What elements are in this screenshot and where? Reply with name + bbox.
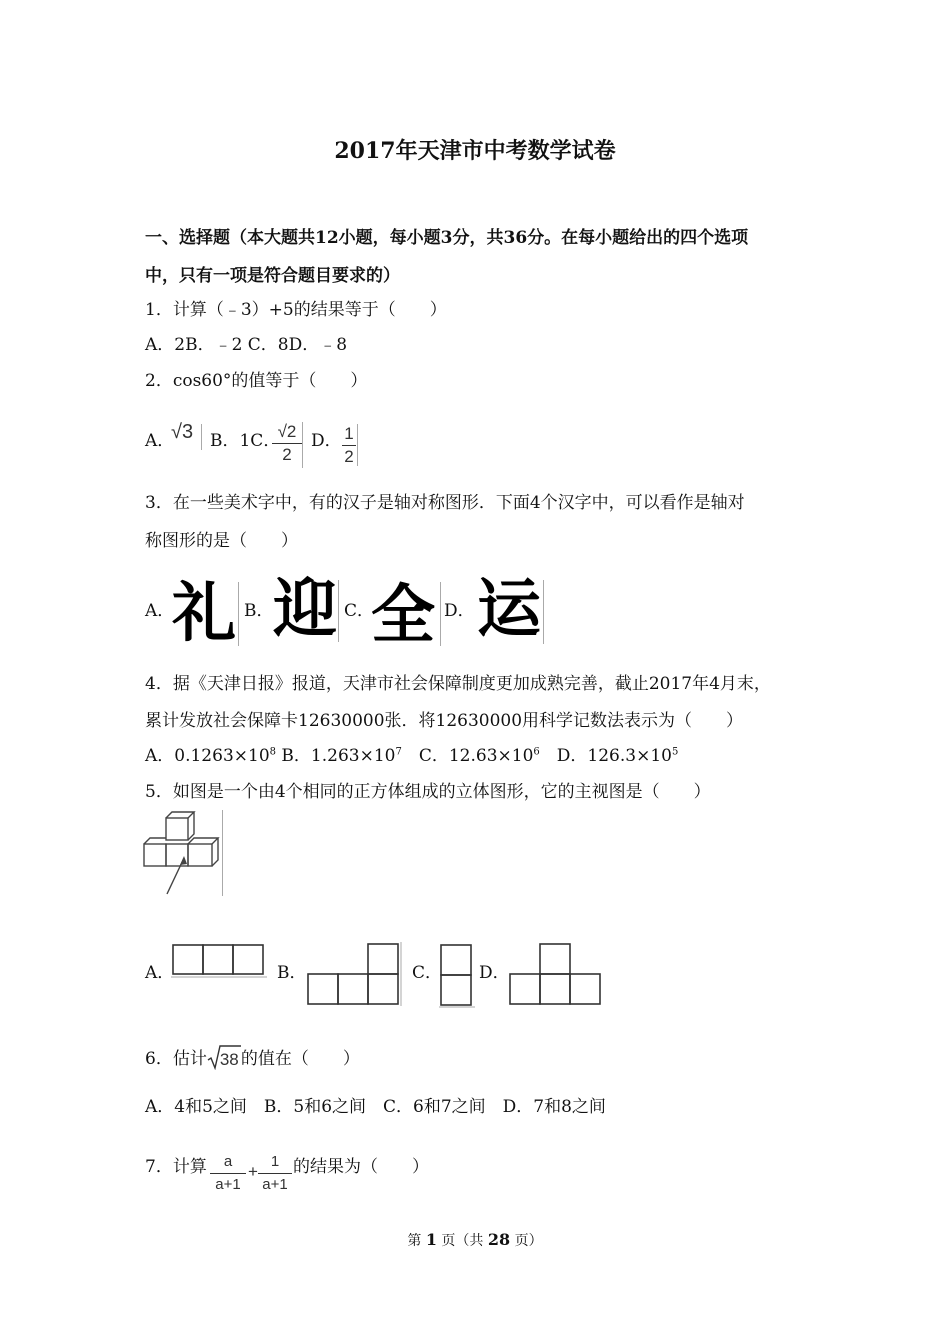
q6-radicand: 38 <box>219 1050 239 1069</box>
q6-stem <box>145 1044 360 1070</box>
section-heading-line2: 中，只有一项是符合题目要求的） <box>145 266 400 286</box>
q3-char-image-d: 运 <box>477 573 541 647</box>
footer-middle: 页（共 <box>436 1233 488 1249</box>
q5-label-d: D． <box>479 963 510 983</box>
q5-stem: 5．如图是一个由4个相同的正方体组成的立体图形，它的主视图是（ ） <box>145 782 711 802</box>
q3-stem-line2: 称图形的是（ ） <box>145 531 298 551</box>
q6-options: A．4和5之间 B．5和6之间 C．6和7之间 D．7和8之间 <box>145 1097 606 1117</box>
footer-total-pages: 28 <box>487 1230 511 1249</box>
cube-left <box>144 844 166 866</box>
q7-plus: + <box>248 1162 258 1181</box>
q4-exponent-c: 6 <box>533 746 540 758</box>
footer-prefix: 第 <box>407 1233 426 1249</box>
q2-fraction-d <box>342 424 356 467</box>
q4-exponent-d: 5 <box>671 746 679 758</box>
page-title: 2017年天津市中考数学试卷 <box>334 138 616 164</box>
q5-option-a-figure <box>171 942 267 978</box>
q6-stem-suffix: 的值在（ ） <box>240 1049 360 1069</box>
q2-label-d: D． <box>311 431 342 451</box>
q3-label-b: B． <box>244 601 274 621</box>
view-arrow-head <box>180 856 187 865</box>
q4-exponent-b: 7 <box>395 746 402 758</box>
q2-fraction-c-denominator: 2 <box>282 445 292 464</box>
q2-fraction-d-numerator: 1 <box>344 424 354 443</box>
q6-sqrt38-formula <box>207 1048 241 1070</box>
q5-solid-figure <box>140 808 230 898</box>
cube-top-edge <box>166 812 194 818</box>
fraction-bar <box>210 1173 246 1174</box>
q4-stem-line2: 累计发放社会保障卡12630000张．将12630000用科学记数法表示为（ ） <box>145 711 744 731</box>
q3-label-a: A． <box>145 601 175 621</box>
q2-sqrt3-formula: √3 <box>171 421 194 443</box>
q4-options <box>145 741 678 766</box>
q5-label-c: C． <box>412 963 443 983</box>
q3-divider-a <box>238 582 239 646</box>
q2-divider-a <box>201 424 202 450</box>
page-footer <box>0 1230 950 1250</box>
fraction-bar <box>342 445 356 446</box>
q3-label-d: D． <box>444 601 475 621</box>
q3-divider-c <box>440 582 441 646</box>
q2-stem: 2．cos60°的值等于（ ） <box>145 371 368 391</box>
fraction-bar <box>272 443 302 444</box>
q5-option-b-figure <box>304 942 404 1008</box>
q2-divider-c <box>302 422 303 468</box>
q1-options: A．2B．﹣2 C．8D．﹣8 <box>145 335 348 355</box>
q7-fraction-2-denominator: a+1 <box>262 1176 288 1193</box>
q3-label-c: C． <box>344 601 375 621</box>
fraction-bar <box>258 1173 292 1174</box>
q4-option-c: C．12.63×10 <box>401 746 534 766</box>
q5-label-b: B． <box>277 963 307 983</box>
footer-page-number: 1 <box>425 1230 437 1249</box>
section-heading-line1: 一、选择题（本大题共12小题，每小题3分，共36分。在每小题给出的四个选项 <box>145 228 749 248</box>
footer-suffix: 页） <box>510 1233 543 1249</box>
q5-option-d-figure <box>505 940 605 1006</box>
q4-option-a: A．0.1263×10 <box>145 746 270 766</box>
q4-stem-line1: 4．据《天津日报》报道，天津市社会保障制度更加成熟完善，截止2017年4月末， <box>145 674 771 694</box>
q3-char-image-a: 礼 <box>172 577 236 651</box>
q6-stem-prefix: 6．估计 <box>145 1049 207 1069</box>
q2-divider-d <box>357 424 358 466</box>
q2-label-a: A． <box>145 431 175 451</box>
cube-right-top-edge <box>188 838 218 844</box>
q7-stem-prefix: 7．计算 <box>145 1157 207 1177</box>
q7-stem-suffix: 的结果为（ ） <box>293 1157 429 1177</box>
q7-fraction-1-numerator: a <box>223 1153 233 1170</box>
q2-fraction-c-numerator: √2 <box>277 422 297 441</box>
q3-divider-d <box>543 580 544 644</box>
q7-fraction-2-numerator: 1 <box>270 1153 280 1170</box>
q4-exponent-a: 8 <box>269 746 277 758</box>
cube-right <box>188 844 212 866</box>
cube-left-top-edge <box>144 838 166 844</box>
q7-fraction-2 <box>258 1152 292 1195</box>
q2-fraction-d-denominator: 2 <box>344 447 354 466</box>
q3-stem-line1: 3．在一些美术字中，有的汉子是轴对称图形．下面4个汉字中，可以看作是轴对 <box>145 493 745 513</box>
q5-option-c-figure <box>437 942 477 1008</box>
q2-label-bc: B．1C． <box>210 431 281 451</box>
cube-top-face <box>166 818 188 840</box>
q4-option-b: B．1.263×10 <box>276 746 396 766</box>
q5-label-a: A． <box>145 963 175 983</box>
q2-fraction-c <box>272 422 302 465</box>
q3-char-image-c: 全 <box>371 579 435 653</box>
q3-char-image-b: 迎 <box>273 573 337 647</box>
q7-fraction-1 <box>210 1152 246 1195</box>
q5-figure-divider <box>222 810 223 896</box>
q4-option-d: D．126.3×10 <box>539 746 672 766</box>
q7-fraction-1-denominator: a+1 <box>215 1176 241 1193</box>
q3-divider-b <box>338 580 339 642</box>
q1-stem: 1．计算（﹣3）+5的结果等于（ ） <box>145 300 447 320</box>
